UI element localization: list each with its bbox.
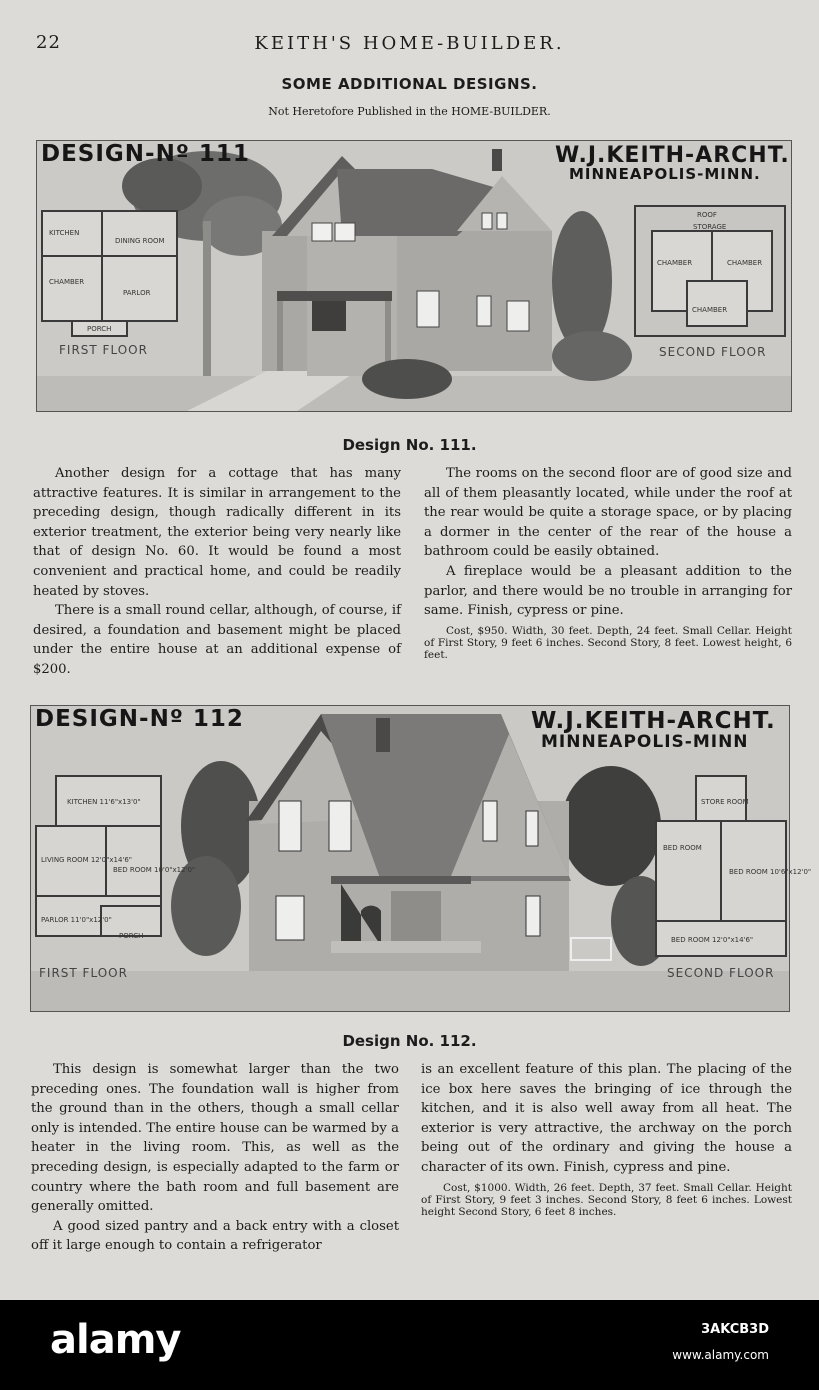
design-112-specs: Cost, $1000. Width, 26 feet. Depth, 37 feet. Small Cellar. Height of First Story, 9 feet 3 inches. Second Story, 8 feet 6 inches. Lowest height Second Story, 6 feet 8 inches. bbox=[421, 1181, 792, 1218]
plan-room-label: BED ROOM 12'0"x14'6" bbox=[671, 936, 754, 944]
plan-room-label: KITCHEN 11'6"x13'0" bbox=[67, 798, 141, 806]
design-112-first-floor-label: FIRST FLOOR bbox=[39, 966, 128, 980]
plan-room-label: BED ROOM bbox=[663, 844, 702, 852]
section-subtitle: Not Heretofore Published in the HOME-BUILDER. bbox=[268, 105, 551, 118]
plan-room-label: ROOF bbox=[697, 211, 717, 219]
paragraph: A good sized pantry and a back entry with a closet off it large enough to contain a refrigerator bbox=[31, 1218, 399, 1254]
design-111-heading: Design No. 111. bbox=[342, 436, 477, 454]
section-title: SOME ADDITIONAL DESIGNS. bbox=[281, 75, 538, 93]
design-112-second-floor-label: SECOND FLOOR bbox=[667, 966, 775, 980]
design-112-left-column bbox=[31, 1060, 399, 1256]
alamy-logo: alamy bbox=[50, 1317, 181, 1363]
design-112-illustration bbox=[30, 705, 812, 1012]
plan-room-label: PARLOR bbox=[123, 289, 151, 297]
paragraph: The rooms on the second floor are of good size and all of them pleasantly located, while under the roof at the rear would be quite a storage space, or by placing a dormer in the center of the rear of the house a bathroom could be easily obtained. bbox=[424, 466, 792, 560]
paragraph: There is a small round cellar, although, of course, if desired, a foundation and basement might be placed under the entire house at an additional expense of $200. bbox=[33, 603, 401, 677]
plan-room-label: CHAMBER bbox=[727, 259, 763, 267]
plan-room-label: DINING ROOM bbox=[115, 237, 165, 245]
design-112-heading: Design No. 112. bbox=[342, 1032, 477, 1050]
design-112-city: MINNEAPOLIS-MINN bbox=[541, 732, 749, 752]
paragraph: is an excellent feature of this plan. The placing of the ice box here saves the bringing of ice through the kitchen, and it is also well away from all heat. The exterior is very attractive, the archway on the porch being out of the ordinary and giving the house a character of its own. Finish, cypress and pine. bbox=[421, 1062, 792, 1175]
image-id: 3AKCB3D bbox=[701, 1322, 769, 1337]
design-111-first-floor-label: FIRST FLOOR bbox=[59, 343, 148, 357]
plan-room-label: CHAMBER bbox=[692, 306, 728, 314]
source-url: www.alamy.com bbox=[672, 1348, 769, 1362]
design-112-plate-title: DESIGN-Nº 112 bbox=[35, 706, 244, 732]
design-112-right-column bbox=[421, 1060, 792, 1218]
design-111-specs: Cost, $950. Width, 30 feet. Depth, 24 feet. Small Cellar. Height of First Story, 9 feet 6 inches. Second Story, 8 feet. Lowest height, 6 feet. bbox=[424, 624, 792, 661]
paragraph: Another design for a cottage that has many attractive features. It is similar in arrangement to the preceding design, though radically different in its exterior treatment, the exterior being very nearly like that of design No. 60. It would be found a most convenient and practical home, and could be readily heated by stoves. bbox=[33, 466, 401, 599]
design-111-right-column bbox=[424, 464, 792, 661]
design-111-second-floor-label: SECOND FLOOR bbox=[659, 345, 767, 359]
running-title: KEITH'S HOME-BUILDER. bbox=[254, 33, 565, 54]
plan-room-label: BED ROOM 10'0"x12'0" bbox=[113, 866, 196, 874]
plan-room-label: KITCHEN bbox=[49, 229, 80, 237]
design-111-city: MINNEAPOLIS-MINN. bbox=[569, 165, 761, 183]
plan-room-label: LIVING ROOM 12'0"x14'6" bbox=[41, 856, 133, 864]
design-111-left-column bbox=[33, 464, 401, 680]
paragraph: This design is somewhat larger than the two preceding ones. The foundation wall is higher from the ground than in the others, though a small cellar only is intended. The entire house can be warmed by a heater in the living room. This, as well as the preceding design, is especially adapted to the farm or country where the bath room and full basement are generally omitted. bbox=[31, 1062, 399, 1215]
plan-room-label: CHAMBER bbox=[49, 278, 85, 286]
paragraph: A fireplace would be a pleasant addition to the parlor, and there would be no trouble in arranging for same. Finish, cypress or pine. bbox=[424, 563, 792, 619]
plan-room-label: STORE ROOM bbox=[701, 798, 749, 806]
design-111-architect: W.J.KEITH-ARCHT. bbox=[555, 143, 790, 168]
plan-room-label: CHAMBER bbox=[657, 259, 693, 267]
plan-room-label: PORCH bbox=[119, 932, 144, 940]
design-111-illustration bbox=[36, 140, 792, 412]
plan-room-label: BED ROOM 10'6"x12'0" bbox=[729, 868, 812, 876]
design-111-plate-title: DESIGN-Nº 111 bbox=[41, 141, 250, 167]
plan-room-label: PORCH bbox=[87, 325, 112, 333]
page-number: 22 bbox=[36, 32, 61, 53]
design-112-architect: W.J.KEITH-ARCHT. bbox=[531, 708, 776, 734]
plan-room-label: STORAGE bbox=[693, 223, 727, 231]
plan-room-label: PARLOR 11'0"x12'0" bbox=[41, 916, 112, 924]
